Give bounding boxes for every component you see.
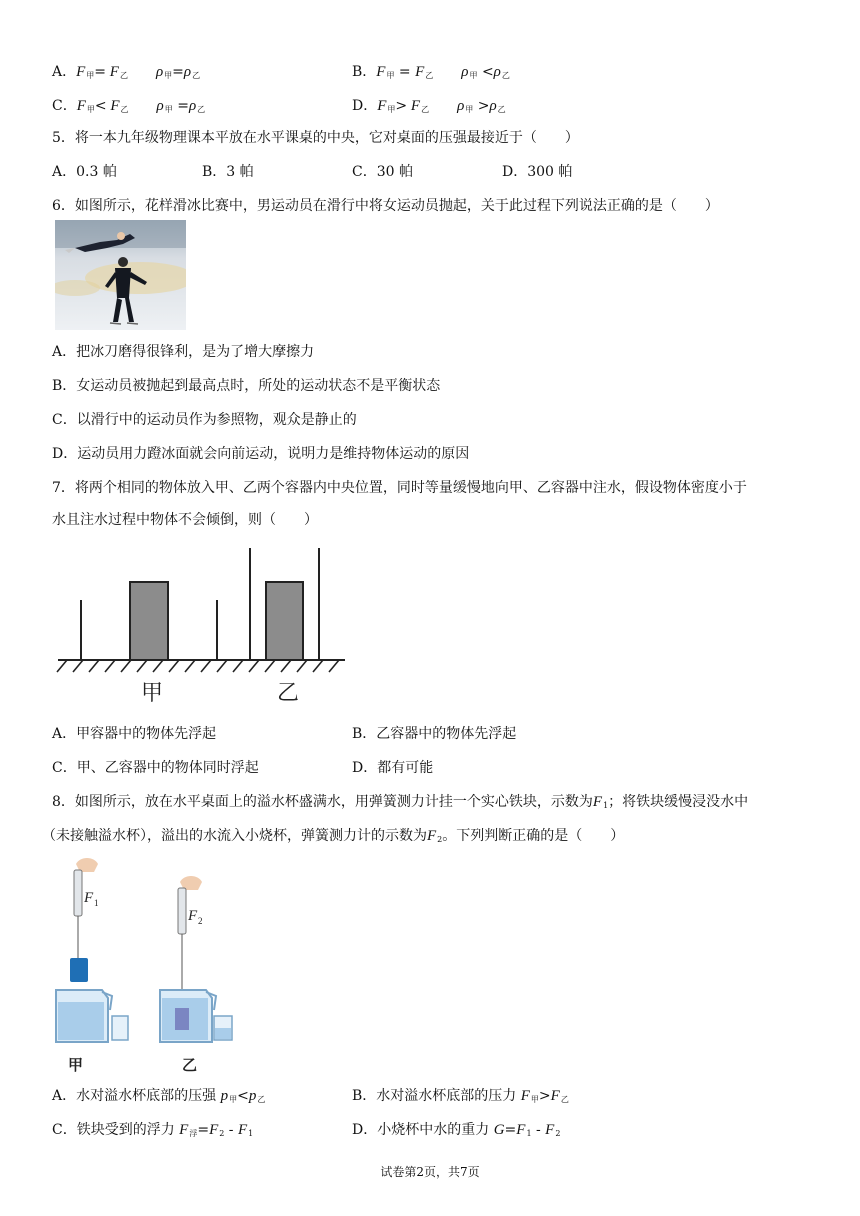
- svg-text:F: F: [84, 890, 94, 906]
- svg-text:2: 2: [198, 916, 203, 926]
- q7-option-c[interactable]: C．甲、乙容器中的物体同时浮起: [52, 760, 259, 776]
- containers-diagram: [55, 540, 350, 710]
- q7-label-jia: 甲: [141, 681, 164, 706]
- q6-option-c[interactable]: C．以滑行中的运动员作为参照物，观众是静止的: [52, 412, 357, 428]
- q4-option-b[interactable]: B．$F_甲 = F_乙$ $\rho_甲 <\rho_乙$: [352, 64, 510, 80]
- q7-option-d[interactable]: D．都有可能: [352, 760, 434, 776]
- q5-option-d[interactable]: D．300 帕: [502, 164, 573, 180]
- overflow-cup-diagram: [50, 850, 240, 1075]
- q6-option-a[interactable]: A．把冰刀磨得很锋利，是为了增大摩擦力: [52, 344, 315, 360]
- q7-stem-line1: 7．将两个相同的物体放入甲、乙两个容器内中央位置，同时等量缓慢地向甲、乙容器中注水，假设物体密度小于: [52, 480, 747, 496]
- q7-label-yi: 乙: [277, 681, 300, 706]
- q8-stem-line1: 8．如图所示，放在水平桌面上的溢水杯盛满水，用弹簧测力计挂一个实心铁块，示数为$F_1$；将铁块缓慢浸没水中: [52, 794, 749, 810]
- q5-option-c[interactable]: C．30 帕: [352, 164, 413, 180]
- q8-label-yi: 乙: [182, 1056, 198, 1074]
- q7-stem-line2: 水且注水过程中物体不会倾倒，则（ ）: [52, 512, 318, 528]
- q4-option-d[interactable]: D．$F_甲> F_乙$ $\rho_甲 >\rho_乙$: [352, 98, 506, 114]
- page-footer: 试卷第2页，共7页: [380, 1165, 480, 1179]
- q6-option-d[interactable]: D．运动员用力蹬冰面就会向前运动，说明力是维持物体运动的原因: [52, 446, 470, 462]
- q6-option-b[interactable]: B．女运动员被抛起到最高点时，所处的运动状态不是平衡状态: [52, 378, 441, 394]
- q5-stem: 5．将一本九年级物理课本平放在水平课桌的中央，它对桌面的压强最接近于（ ）: [52, 130, 579, 146]
- q5-option-a[interactable]: A．0.3 帕: [52, 164, 117, 180]
- q4-option-c[interactable]: C．$F_甲< F_乙$ $\rho_甲 =\rho_乙$: [52, 98, 206, 114]
- q6-stem: 6．如图所示，花样滑冰比赛中，男运动员在滑行中将女运动员抛起，关于此过程下列说法正确的是（ ）: [52, 198, 719, 214]
- q8-label-jia: 甲: [68, 1056, 84, 1074]
- q5-option-b[interactable]: B．3 帕: [202, 164, 254, 180]
- q8-option-c[interactable]: C．铁块受到的浮力 $F_浮=F_2 - F_1$: [52, 1122, 254, 1138]
- q4-option-a[interactable]: A．$F_甲= F_乙$ $\rho_甲=\rho_乙$: [52, 64, 201, 80]
- figure-skating-photo: [55, 220, 186, 330]
- q8-stem-line2: （未接触溢水杯），溢出的水流入小烧杯，弹簧测力计的示数为$F_2$。下列判断正确的是（ ）: [42, 828, 625, 844]
- q7-option-b[interactable]: B．乙容器中的物体先浮起: [352, 726, 517, 742]
- svg-text:F: F: [188, 908, 198, 924]
- q8-option-d[interactable]: D．小烧杯中水的重力 $G=F_1 - F_2$: [352, 1122, 561, 1138]
- svg-text:1: 1: [94, 898, 99, 908]
- q8-option-a[interactable]: A．水对溢水杯底部的压强 $p_甲<p_乙$: [52, 1088, 266, 1104]
- q8-option-b[interactable]: B．水对溢水杯底部的压力 $F_甲>F_乙$: [352, 1088, 569, 1104]
- q7-option-a[interactable]: A．甲容器中的物体先浮起: [52, 726, 217, 742]
